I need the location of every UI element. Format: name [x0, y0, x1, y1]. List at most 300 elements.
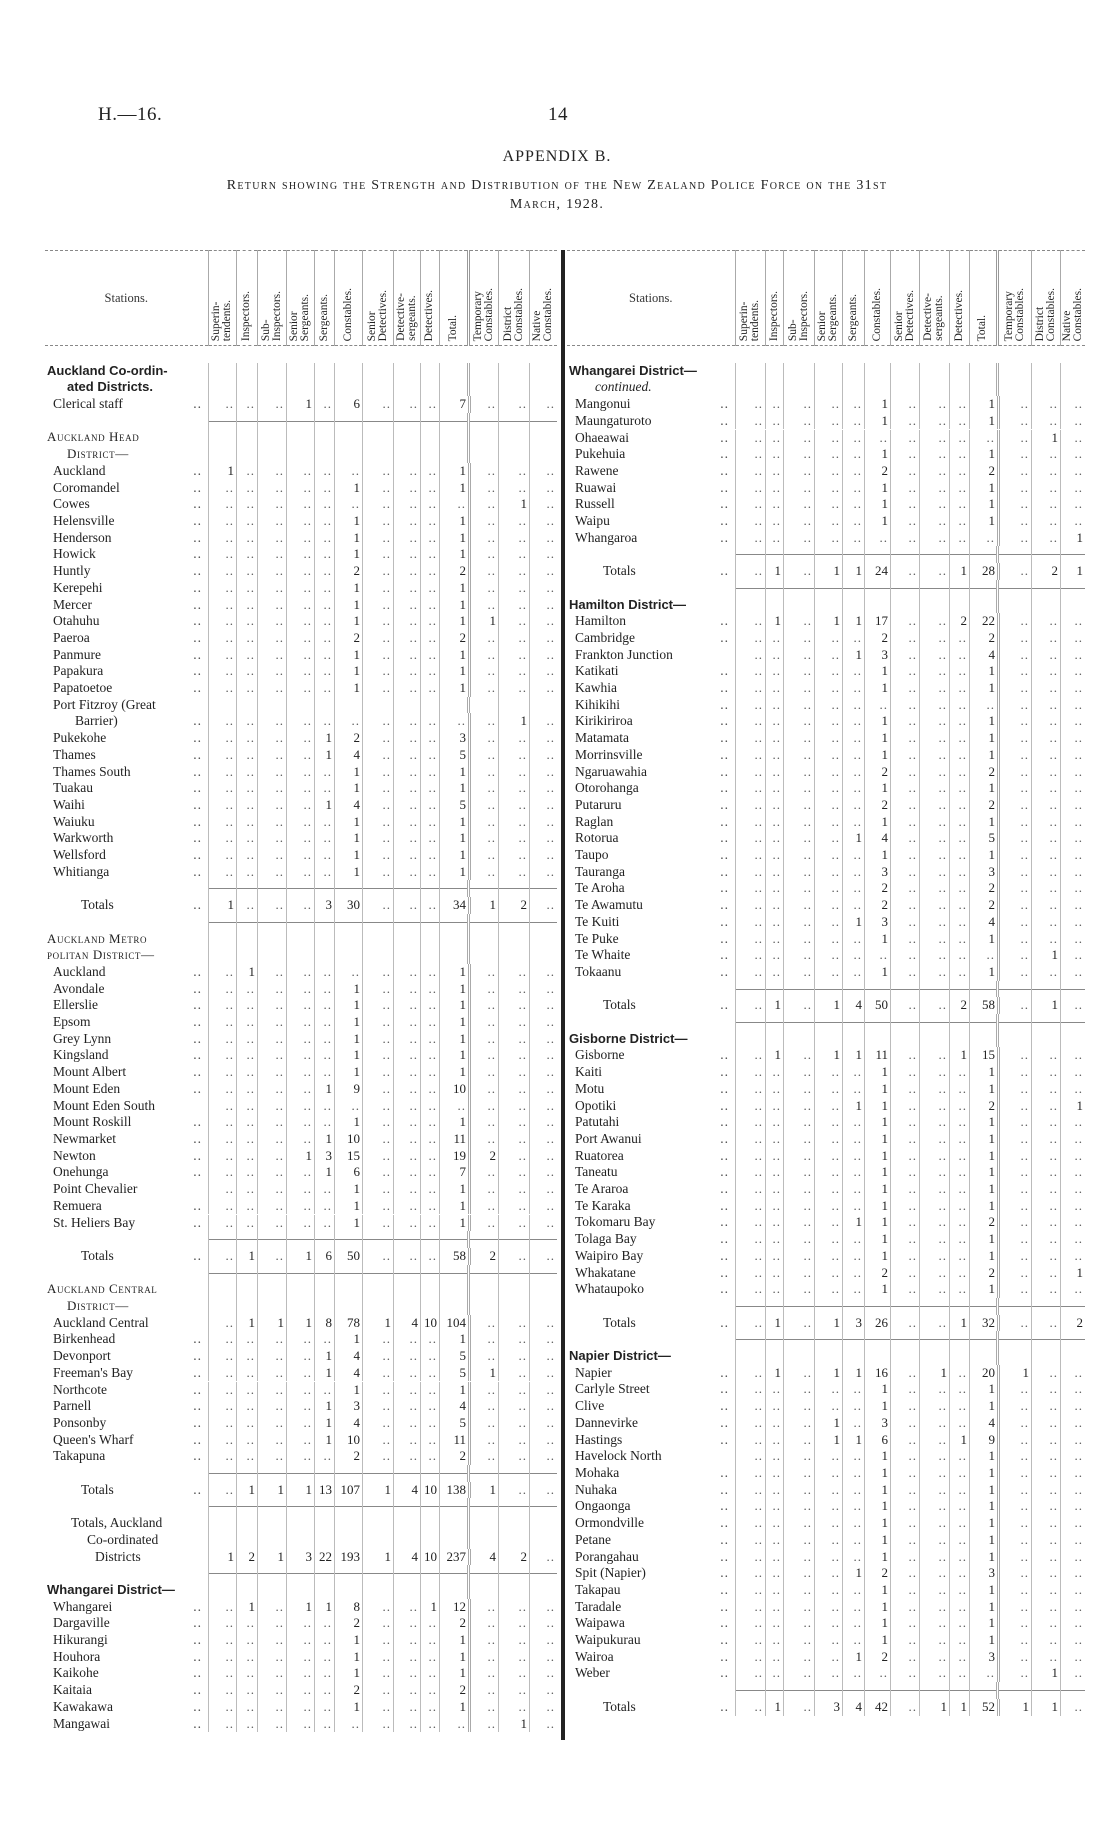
cell-senior-sergeants: . . [814, 396, 842, 413]
cell-inspectors: . . [765, 446, 783, 463]
cell-sergeants: . . [842, 1164, 864, 1181]
cell-detectives: . . [949, 496, 969, 513]
cell-native-constables: . . [529, 580, 557, 597]
rule-row [45, 1231, 557, 1248]
cell-senior-sergeants: . . [286, 764, 314, 781]
dot-leader: .. [720, 1548, 729, 1564]
values-cell [208, 830, 557, 847]
cell-senior-detectives: . . [890, 396, 919, 413]
station-name: Wairoa [575, 1648, 614, 1664]
cell-sub-inspectors: . . [783, 396, 814, 413]
cell-native-constables [529, 1498, 557, 1515]
cell-detective-sergeants [393, 1298, 420, 1315]
cell-constables: 2 [864, 764, 890, 781]
cell-constables: 10 [334, 1131, 362, 1148]
cell-total [439, 1532, 468, 1549]
cell-inspectors [765, 1031, 783, 1048]
cell-superin-tendents: . . [208, 663, 236, 680]
cell-native-constables: . . [1060, 1549, 1085, 1566]
cell-detectives: . . [420, 864, 439, 881]
cell-inspectors: . . [236, 1448, 257, 1465]
cell-constables: 1 [864, 1081, 890, 1098]
cell-native-constables [1060, 1014, 1085, 1031]
cell-superin-tendents: . . [208, 1348, 236, 1365]
dot-leader: .. [720, 1381, 729, 1397]
cell-temporary-constables: . . [468, 964, 498, 981]
values-cell [208, 663, 557, 680]
cell-temporary-constables: . . [997, 1064, 1031, 1081]
station-cell [45, 880, 208, 897]
cell-sergeants [314, 1582, 334, 1599]
cell-native-constables: . . [529, 747, 557, 764]
column-header-constables [334, 251, 362, 346]
row-values [735, 1047, 1085, 1064]
row-values [208, 1415, 557, 1432]
rule-row [567, 1331, 1085, 1348]
cell-superin-tendents: . . [208, 1615, 236, 1632]
station-cell [45, 1615, 208, 1632]
row-values [735, 563, 1085, 580]
cell-senior-sergeants [814, 1331, 842, 1348]
cell-total: 34 [439, 897, 468, 914]
station-row [45, 997, 557, 1014]
cell-temporary-constables: . . [997, 1565, 1031, 1582]
cell-sub-inspectors: . . [783, 1114, 814, 1131]
cell-district-constables: . . [1031, 1448, 1060, 1465]
cell-superin-tendents: . . [208, 680, 236, 697]
cell-native-constables: . . [529, 1448, 557, 1465]
cell-district-constables: 1 [498, 496, 529, 513]
cell-constables: 6 [864, 1432, 890, 1449]
cell-constables: 26 [864, 1315, 890, 1332]
cell-superin-tendents: . . [735, 396, 765, 413]
cell-native-constables [1060, 1348, 1085, 1365]
values-cell [208, 1549, 557, 1566]
cell-constables: 1 [334, 513, 362, 530]
cell-sub-inspectors: . . [257, 713, 286, 730]
cell-sergeants: . . [842, 663, 864, 680]
cell-sergeants: . . [314, 463, 334, 480]
cell-superin-tendents: . . [735, 1231, 765, 1248]
cell-superin-tendents: . . [208, 1632, 236, 1649]
station-cell [45, 947, 208, 964]
cell-sergeants: . . [842, 1231, 864, 1248]
cell-native-constables: . . [529, 1632, 557, 1649]
row-values [208, 797, 557, 814]
cell-sergeants: . . [842, 1398, 864, 1415]
station-name: Queen's Wharf [53, 1431, 134, 1447]
cell-detectives: . . [949, 1582, 969, 1599]
cell-district-constables [498, 1532, 529, 1549]
cell-senior-sergeants: . . [286, 713, 314, 730]
station-row [45, 647, 557, 664]
values-cell [208, 1348, 557, 1365]
spacer-cell [439, 346, 468, 363]
cell-superin-tendents [208, 363, 236, 380]
cell-district-constables: . . [498, 563, 529, 580]
cell-superin-tendents: . . [208, 847, 236, 864]
cell-detectives: . . [420, 1398, 439, 1415]
station-cell [45, 1716, 208, 1733]
cell-native-constables [1060, 379, 1085, 396]
cell-inspectors: . . [236, 513, 257, 530]
cell-total: 5 [439, 747, 468, 764]
rule-row [45, 413, 557, 430]
cell-senior-sergeants: 1 [814, 997, 842, 1014]
totals-row [45, 897, 557, 914]
cell-native-constables: . . [529, 530, 557, 547]
cell-temporary-constables: . . [997, 1231, 1031, 1248]
row-values [735, 1164, 1085, 1181]
values-cell [735, 1699, 1085, 1716]
cell-sub-inspectors: . . [257, 1398, 286, 1415]
cell-constables: 1 [864, 1482, 890, 1499]
cell-sub-inspectors: . . [257, 1348, 286, 1365]
totals-label: Districts [95, 1548, 141, 1564]
cell-sub-inspectors: . . [783, 880, 814, 897]
cell-inspectors: . . [236, 830, 257, 847]
station-cell [45, 1432, 208, 1449]
cell-superin-tendents: . . [735, 697, 765, 714]
cell-senior-detectives: . . [890, 630, 919, 647]
cell-sergeants: . . [842, 1465, 864, 1482]
cell-inspectors: . . [765, 764, 783, 781]
cell-sub-inspectors: . . [783, 680, 814, 697]
cell-district-constables: . . [1031, 1214, 1060, 1231]
cell-temporary-constables: . . [997, 1248, 1031, 1265]
dot-leader: .. [193, 1448, 202, 1464]
cell-temporary-constables [468, 947, 498, 964]
station-name: Papakura [53, 663, 104, 679]
spacer-cell [949, 346, 969, 363]
cell-detective-sergeants: . . [393, 546, 420, 563]
cell-sergeants: . . [842, 747, 864, 764]
cell-constables: 17 [864, 613, 890, 630]
cell-native-constables: . . [1060, 780, 1085, 797]
station-name: Waipiro Bay [575, 1247, 644, 1263]
column-header-total [969, 251, 997, 346]
cell-total: 1 [439, 513, 468, 530]
cell-district-constables: . . [498, 680, 529, 697]
cell-constables: 1 [334, 1198, 362, 1215]
cell-temporary-constables: . . [997, 997, 1031, 1014]
station-cell [45, 747, 208, 764]
cell-senior-detectives: 1 [362, 1315, 393, 1332]
cell-senior-sergeants: . . [286, 1649, 314, 1666]
cell-inspectors: . . [236, 563, 257, 580]
cell-sub-inspectors: . . [257, 663, 286, 680]
cell-senior-detectives: . . [890, 413, 919, 430]
cell-sub-inspectors: . . [257, 1415, 286, 1432]
column-header-label: Detectives. [952, 289, 965, 341]
cell-constables: 1 [334, 780, 362, 797]
row-values [208, 680, 557, 697]
cell-temporary-constables: . . [997, 1148, 1031, 1165]
cell-senior-detectives: . . [362, 1632, 393, 1649]
cell-superin-tendents: . . [735, 1448, 765, 1465]
cell-native-constables: . . [529, 1348, 557, 1365]
cell-detective-sergeants: . . [919, 830, 949, 847]
row-label: Gisborne District— [569, 1030, 688, 1046]
rule-row [567, 580, 1085, 597]
cell-inspectors: . . [236, 1098, 257, 1115]
cell-detective-sergeants: . . [919, 1582, 949, 1599]
column-header-label: Temporary Constables. [471, 287, 495, 341]
cell-district-constables: . . [1031, 847, 1060, 864]
station-name: Kerepehi [53, 579, 103, 595]
values-cell [735, 1365, 1085, 1382]
station-cell [567, 530, 735, 547]
cell-senior-sergeants: . . [286, 1382, 314, 1399]
cell-temporary-constables: . . [468, 1331, 498, 1348]
cell-detective-sergeants: . . [919, 463, 949, 480]
cell-constables: 1 [864, 1448, 890, 1465]
cell-detective-sergeants [919, 1348, 949, 1365]
cell-sub-inspectors: . . [783, 1098, 814, 1115]
cell-native-constables: . . [529, 630, 557, 647]
cell-sergeants [314, 1465, 334, 1482]
column-header-label: District Constables. [501, 287, 525, 341]
cell-district-constables [1031, 363, 1060, 380]
station-cell [567, 1081, 735, 1098]
cell-sergeants: . . [842, 1198, 864, 1215]
cell-total: 3 [969, 864, 997, 881]
station-cell [567, 1465, 735, 1482]
cell-district-constables: . . [1031, 496, 1060, 513]
cell-sergeants: . . [842, 764, 864, 781]
column-header-native-constables [1060, 251, 1085, 346]
dot-leader: .. [720, 696, 729, 712]
cell-native-constables: . . [1060, 1465, 1085, 1482]
cell-senior-sergeants: . . [814, 513, 842, 530]
cell-district-constables: . . [1031, 1415, 1060, 1432]
values-cell [735, 513, 1085, 530]
cell-sub-inspectors: . . [783, 780, 814, 797]
cell-total: 1 [439, 463, 468, 480]
row-values [735, 1281, 1085, 1298]
station-row [45, 1432, 557, 1449]
column-header-label: Total. [446, 314, 459, 341]
cell-sub-inspectors: . . [783, 964, 814, 981]
cell-sergeants: 1 [842, 613, 864, 630]
cell-sub-inspectors: . . [257, 897, 286, 914]
cell-superin-tendents: . . [208, 1215, 236, 1232]
cell-inspectors [765, 597, 783, 614]
cell-senior-detectives: . . [890, 513, 919, 530]
cell-sergeants: 1 [314, 1081, 334, 1098]
cell-superin-tendents: . . [735, 1098, 765, 1115]
cell-superin-tendents [208, 1281, 236, 1298]
station-row [567, 1565, 1085, 1582]
station-row [567, 1098, 1085, 1115]
cell-sub-inspectors [783, 546, 814, 563]
station-name: Barrier) [75, 713, 118, 729]
cell-senior-detectives: . . [362, 480, 393, 497]
cell-superin-tendents: . . [735, 1498, 765, 1515]
cell-detectives: 1 [949, 1432, 969, 1449]
cell-native-constables: . . [1060, 964, 1085, 981]
row-label: Auckland Head [47, 429, 140, 445]
cell-senior-sergeants: . . [814, 780, 842, 797]
cell-district-constables: . . [1031, 1248, 1060, 1265]
dot-leader: .. [720, 1698, 729, 1714]
station-cell [45, 1465, 208, 1482]
totals-row [45, 1482, 557, 1499]
cell-sub-inspectors: . . [257, 1432, 286, 1449]
row-values [735, 1448, 1085, 1465]
row-values [208, 1031, 557, 1048]
cell-total [439, 1582, 468, 1599]
dot-leader: .. [193, 746, 202, 762]
cell-sub-inspectors: . . [257, 563, 286, 580]
station-cell [567, 1549, 735, 1566]
station-cell [45, 847, 208, 864]
cell-detectives: . . [420, 1164, 439, 1181]
cell-detective-sergeants: . . [919, 1214, 949, 1231]
cell-district-constables: . . [498, 1599, 529, 1616]
cell-native-constables [1060, 1331, 1085, 1348]
cell-senior-detectives: . . [890, 1315, 919, 1332]
cell-temporary-constables [997, 379, 1031, 396]
cell-detectives: . . [420, 513, 439, 530]
cell-sergeants: 3 [314, 1148, 334, 1165]
column-header-row [567, 251, 1085, 346]
cell-senior-detectives [362, 379, 393, 396]
station-cell [567, 697, 735, 714]
cell-native-constables: . . [1060, 713, 1085, 730]
cell-senior-detectives: . . [362, 663, 393, 680]
cell-district-constables [498, 429, 529, 446]
cell-detectives: . . [420, 546, 439, 563]
station-row [567, 1231, 1085, 1248]
cell-native-constables: . . [1060, 1164, 1085, 1181]
cell-native-constables: 1 [1060, 1265, 1085, 1282]
cell-detective-sergeants: . . [393, 864, 420, 881]
rule-row [45, 1465, 557, 1482]
cell-total: 1 [969, 964, 997, 981]
cell-detective-sergeants: . . [393, 496, 420, 513]
cell-senior-detectives [362, 1281, 393, 1298]
cell-senior-detectives [362, 1498, 393, 1515]
cell-total: . . [969, 697, 997, 714]
station-cell [45, 563, 208, 580]
cell-detective-sergeants: . . [919, 413, 949, 430]
cell-total: 1 [969, 1515, 997, 1532]
cell-inspectors [765, 1298, 783, 1315]
station-cell [567, 1599, 735, 1616]
station-cell [45, 1031, 208, 1048]
cell-sergeants [314, 429, 334, 446]
cell-temporary-constables: 1 [468, 897, 498, 914]
cell-temporary-constables: . . [997, 914, 1031, 931]
cell-total: 1 [969, 1632, 997, 1649]
station-name: Warkworth [53, 830, 114, 846]
cell-sub-inspectors: . . [783, 1398, 814, 1415]
document-code: H.—16. [98, 104, 163, 125]
row-values [735, 914, 1085, 931]
cell-senior-detectives: . . [362, 1248, 393, 1265]
station-cell [567, 897, 735, 914]
cell-sub-inspectors: . . [257, 1365, 286, 1382]
cell-sergeants: 1 [842, 1047, 864, 1064]
cell-constables: 1 [864, 1114, 890, 1131]
cell-sergeants: . . [842, 730, 864, 747]
cell-senior-detectives: . . [362, 1181, 393, 1198]
cell-temporary-constables: . . [468, 1632, 498, 1649]
cell-superin-tendents: . . [208, 396, 236, 413]
cell-native-constables: . . [1060, 613, 1085, 630]
cell-inspectors: . . [236, 847, 257, 864]
cell-superin-tendents: . . [208, 546, 236, 563]
cell-sergeants: . . [314, 814, 334, 831]
cell-district-constables: . . [498, 613, 529, 630]
cell-total: 1 [969, 413, 997, 430]
cell-sub-inspectors: . . [783, 1632, 814, 1649]
station-name: Putaruru [575, 796, 622, 812]
cell-detective-sergeants: . . [393, 1131, 420, 1148]
cell-district-constables: . . [498, 964, 529, 981]
cell-inspectors: . . [765, 663, 783, 680]
cell-constables: 1 [864, 1549, 890, 1566]
station-row [567, 1398, 1085, 1415]
cell-senior-detectives: . . [890, 480, 919, 497]
cell-total: 4 [969, 1415, 997, 1432]
cell-district-constables: . . [1031, 1148, 1060, 1165]
cell-total: 237 [439, 1549, 468, 1566]
cell-total: 2 [969, 630, 997, 647]
cell-constables: 6 [334, 1164, 362, 1181]
cell-sergeants: 3 [842, 1315, 864, 1332]
cell-senior-detectives: . . [362, 630, 393, 647]
station-cell [45, 1014, 208, 1031]
cell-temporary-constables [468, 1532, 498, 1549]
cell-detective-sergeants: . . [919, 647, 949, 664]
station-cell [567, 1131, 735, 1148]
cell-native-constables: . . [1060, 1148, 1085, 1165]
cell-constables: 1 [334, 546, 362, 563]
cell-constables: 1 [864, 1131, 890, 1148]
cell-senior-detectives: . . [362, 680, 393, 697]
cell-sergeants: . . [314, 1064, 334, 1081]
cell-detectives [949, 363, 969, 380]
values-cell [208, 1014, 557, 1031]
cell-native-constables: . . [1060, 1131, 1085, 1148]
station-name: Mount Albert [53, 1064, 127, 1080]
cell-superin-tendents: . . [735, 1632, 765, 1649]
cell-constables: 1 [864, 513, 890, 530]
row-values [735, 1565, 1085, 1582]
cell-sub-inspectors: . . [783, 1231, 814, 1248]
cell-constables: 4 [334, 1348, 362, 1365]
cell-superin-tendents: . . [735, 1198, 765, 1215]
cell-sub-inspectors: . . [783, 1432, 814, 1449]
cell-total: 2 [439, 563, 468, 580]
spacer-cell [257, 346, 286, 363]
cell-detective-sergeants: . . [919, 1398, 949, 1415]
station-name: Carlyle Street [575, 1381, 650, 1397]
cell-native-constables: . . [1060, 1582, 1085, 1599]
station-row [45, 1198, 557, 1215]
cell-detectives: . . [949, 1532, 969, 1549]
station-name: Thames South [53, 763, 131, 779]
district-heading [567, 1348, 1085, 1365]
row-values [735, 613, 1085, 630]
cell-native-constables: . . [529, 463, 557, 480]
cell-temporary-constables: . . [997, 964, 1031, 981]
station-row [45, 396, 557, 413]
row-values [208, 1665, 557, 1682]
station-cell [45, 1582, 208, 1599]
